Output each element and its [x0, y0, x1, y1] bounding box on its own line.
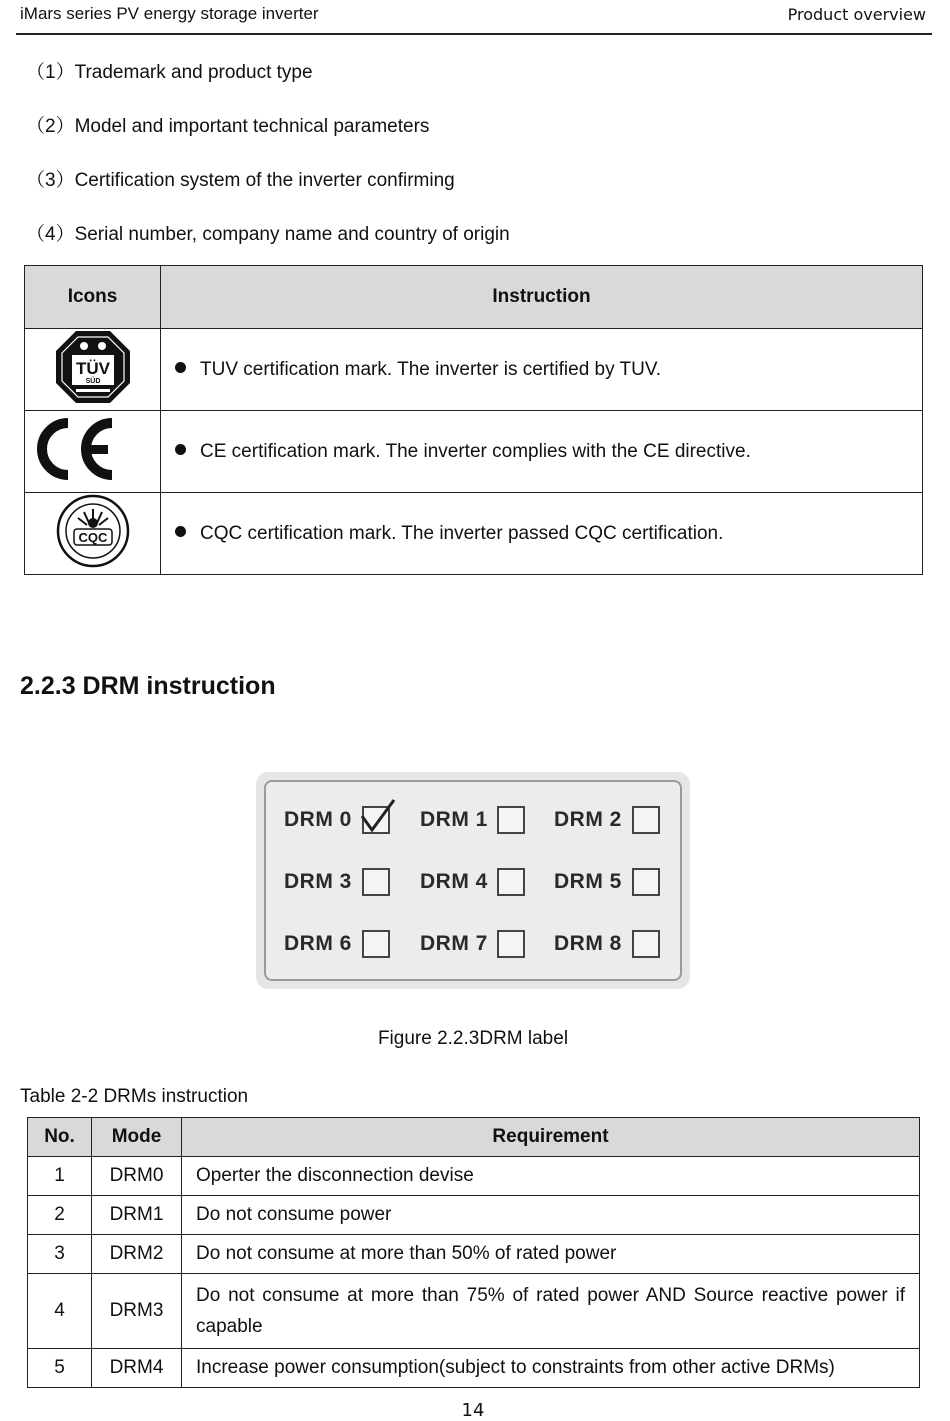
list-item: （2）Model and important technical parameters [26, 116, 430, 137]
checkmark-icon [358, 796, 398, 836]
drm-label-border [264, 780, 682, 981]
table-row [28, 1349, 920, 1388]
svg-text:SÜD: SÜD [85, 378, 100, 385]
header-requirement: Requirement [182, 1118, 920, 1157]
icon-cell [25, 493, 161, 575]
cell-requirement: Do not consume power [182, 1196, 920, 1235]
section-title: 2.2.3 DRM instruction [20, 672, 276, 700]
list-item: （4）Serial number, company name and country of origin [26, 224, 510, 245]
cell-requirement: Do not consume at more than 50% of rated power [182, 1235, 920, 1274]
instruction-text: CE certification mark. The inverter complies with the CE directive. [200, 440, 751, 462]
drm-table [27, 1117, 920, 1388]
table-row [28, 1196, 920, 1235]
instruction-text: CQC certification mark. The inverter passed CQC certification. [200, 522, 724, 544]
instruction-cell [161, 411, 923, 493]
drm-checkbox [632, 868, 660, 896]
icons-table-header [25, 266, 923, 329]
cell-mode: DRM1 [92, 1196, 182, 1235]
cell-mode: DRM4 [92, 1349, 182, 1388]
header-no: No. [28, 1118, 92, 1157]
drm-label-text: DRM 0 [284, 808, 352, 831]
cqc-certification-icon [54, 493, 132, 569]
drm-label-text: DRM 3 [284, 870, 352, 893]
cell-no: 1 [28, 1157, 92, 1196]
page-number: 14 [461, 1400, 485, 1421]
header-icons: Icons [25, 266, 161, 329]
figure-caption: Figure 2.2.3DRM label [377, 1028, 569, 1049]
table-row [28, 1274, 920, 1349]
drm-checkbox [497, 868, 525, 896]
cell-requirement: Operter the disconnection devise [182, 1157, 920, 1196]
header-mode: Mode [92, 1118, 182, 1157]
drm-checkbox [497, 930, 525, 958]
table-caption: Table 2-2 DRMs instruction [20, 1086, 249, 1107]
cell-no: 2 [28, 1196, 92, 1235]
drm-label-figure [256, 772, 690, 989]
instruction-cell [161, 493, 923, 575]
drm-label-text: DRM 5 [554, 870, 622, 893]
bullet-icon [175, 526, 186, 537]
bullet-icon [175, 362, 186, 373]
header-section: Product overview [787, 5, 926, 24]
table-row [25, 493, 923, 575]
cell-requirement: Do not consume at more than 75% of rated power AND Source reactive power if capable [182, 1274, 920, 1349]
cell-no: 3 [28, 1235, 92, 1274]
header-title: iMars series PV energy storage inverter [20, 4, 319, 23]
svg-text:CQC: CQC [78, 530, 107, 545]
cell-no: 5 [28, 1349, 92, 1388]
instruction-cell [161, 329, 923, 411]
list-item: （3）Certification system of the inverter confirming [26, 170, 455, 191]
drm-label-text: DRM 1 [420, 808, 488, 831]
instruction-text: TUV certification mark. The inverter is certified by TUV. [200, 358, 662, 380]
drm-label-text: DRM 4 [420, 870, 488, 893]
drm-checkbox [632, 930, 660, 958]
icon-cell [25, 411, 161, 493]
cell-requirement: Increase power consumption(subject to constraints from other active DRMs) [182, 1349, 920, 1388]
drm-table-header [28, 1118, 920, 1157]
drm-checkbox [632, 806, 660, 834]
icon-cell [25, 329, 161, 411]
drm-label-text: DRM 2 [554, 808, 622, 831]
cell-no: 4 [28, 1274, 92, 1349]
header-instruction: Instruction [161, 266, 923, 329]
ce-mark-icon [28, 417, 118, 481]
drm-checkbox [362, 868, 390, 896]
cell-mode: DRM0 [92, 1157, 182, 1196]
header-rule [16, 33, 932, 35]
icons-table [24, 265, 923, 575]
cell-mode: DRM2 [92, 1235, 182, 1274]
drm-label-text: DRM 6 [284, 932, 352, 955]
list-item: （1）Trademark and product type [26, 62, 313, 83]
drm-label-text: DRM 7 [420, 932, 488, 955]
svg-text:TÜV: TÜV [75, 359, 110, 378]
drm-checkbox [497, 806, 525, 834]
table-row [25, 411, 923, 493]
drm-checkbox [362, 930, 390, 958]
table-row [28, 1157, 920, 1196]
cell-mode: DRM3 [92, 1274, 182, 1349]
drm-label-text: DRM 8 [554, 932, 622, 955]
tuv-sud-certification-icon [54, 329, 132, 405]
table-row [25, 329, 923, 411]
table-row [28, 1235, 920, 1274]
bullet-icon [175, 444, 186, 455]
